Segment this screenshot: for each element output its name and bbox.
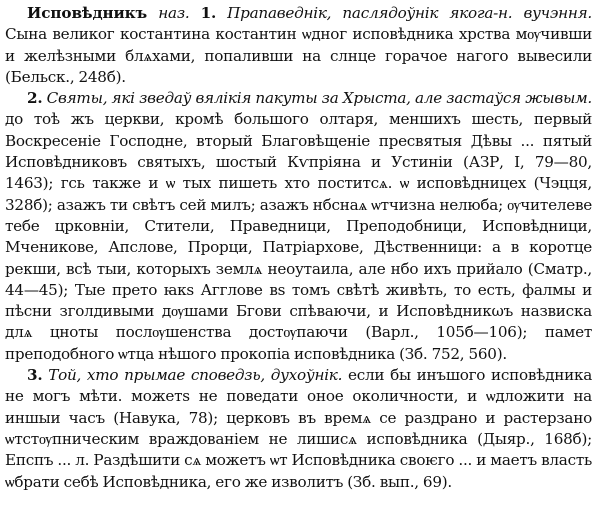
grammar-label: наз. [158, 4, 190, 22]
headword: Исповѣдникъ [27, 4, 148, 22]
sense-1-paragraph [5, 3, 592, 88]
sense-1-definition: Прапаведнік, паслядоўнік якога-н. вучэння. [227, 4, 593, 22]
sense-2-citations: до тоѣ жъ церкви, кромѣ большого олтаря, меншихъ шесть, первый Воскресеніе Господне, вторый Благовѣщеніе пресвятыя Дѣвы ... пятый Исповѣдниковъ святыхъ, шостый Кѵпріяна и Устиніи (АЗР, I, 79—80, 1463); гсь также и ѡ тых пишеть хто поститсѧ. ѡ исповѣдницех (Чэцця, 328б); азажъ ти свѣтъ сей милъ; азажъ нбснаѧ ѡтчизна нелюба; ѹчителеве тебе црковніи, Стители, Праведници, Преподобници, Исповѣдници, Мчениковe, Апслове, Прорци, Патріархове, Дѣственници: а в коротце рекши, всѣ тыи, которыхъ землѧ неоутаила, але нбо ихъ прийало (Сматр., 44—45); Тые прето ꙗкѕ Аггловe вѕ томъ свѣтѣ живѣть, то есть, фалмы и пѣсни зголдивыми дѹшами Бгови спѣваючи, и Исповѣдникωъ назвиска длѧ цноты послѹшенства достѹпаючи (Варл., 105б—106); памет преподобного ѡтца нѣшого прокопіа исповѣдника (Зб. 752, 560). [5, 110, 592, 363]
sense-3-paragraph [5, 365, 592, 493]
sense-1-citations: Сына великог костантина костантин ѡдног исповѣдника хрства мѹчивши и желѣзными блѧхами, попаливши на слнце горачое нагого вывесили (Бельск., 248б). [5, 25, 592, 86]
sense-3-citations: если бы инъшого исповѣдника не могъ мѣти. можетѕ не поведати оное околичности, и ѡдложити на иншыи часъ (Навука, 78); церковъ въ времѧ се раздрано и растерзано ѡтстѹпническим враждованіем не лишисѧ исповѣдника (Дыяр., 168б); Епспъ ... л. Раздѣшити сѧ можетъ ѡт Исповѣдника своѥго ... и маетъ власть ѡбрати себѣ Исповѣдника, его же изволитъ (Зб. вып., 69). [5, 366, 593, 491]
sense-1-number: 1. [200, 4, 216, 22]
sense-2-number: 2. [27, 89, 43, 108]
sense-2-definition: Святы, які зведаў вялікія пакуты за Хрыста, але застаўся жывым. [46, 89, 593, 108]
sense-2-paragraph [5, 88, 592, 365]
sense-3-definition: Той, хто прымае споведзь, духоўнік. [48, 366, 343, 385]
sense-3-number: 3. [27, 366, 43, 385]
